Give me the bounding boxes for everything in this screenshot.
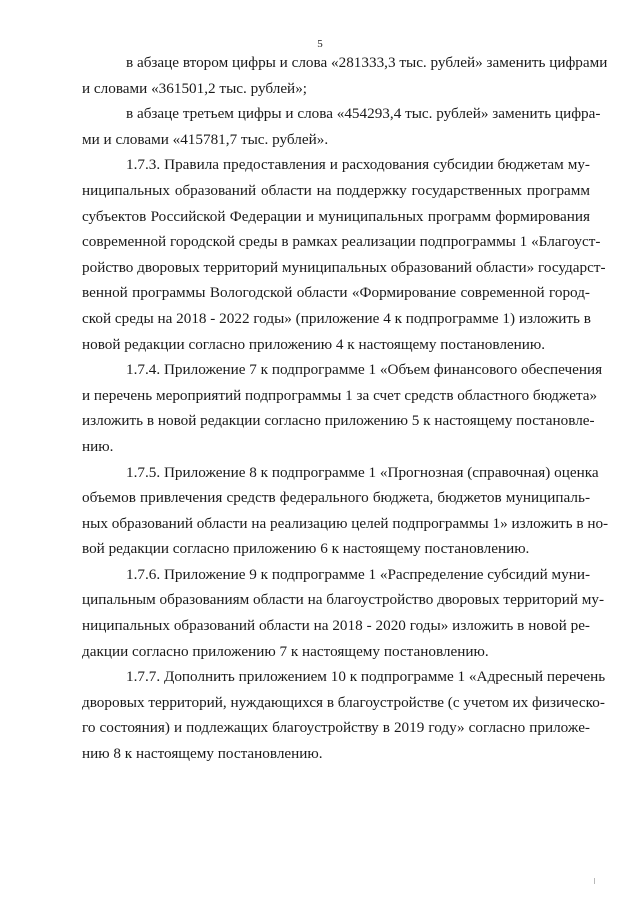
paragraph-p3 bbox=[82, 152, 606, 357]
paragraph-line: и перечень мероприятий подпрограммы 1 за счет средств областного бюджета» bbox=[82, 386, 598, 404]
paragraph-line: ской среды на 2018 - 2022 годы» (приложение 4 к подпрограмме 1) изложить в bbox=[82, 309, 591, 327]
paragraph-line: ниципальных образований области на поддержку государственных программ bbox=[82, 181, 590, 199]
paragraph-line: 1.7.6. Приложение 9 к подпрограмме 1 «Распределение субсидий муни- bbox=[126, 565, 591, 583]
paragraph-p1 bbox=[82, 50, 608, 101]
paragraph-line: ципальным образованиям области на благоустройство дворовых территорий му- bbox=[82, 591, 605, 609]
paragraph-line: ниципальных образований области на 2018 - 2020 годы» изложить в новой ре- bbox=[82, 617, 590, 635]
paragraph-line: 1.7.3. Правила предоставления и расходования субсидии бюджетам му- bbox=[126, 156, 590, 174]
paragraph-p7 bbox=[82, 664, 606, 766]
paragraph-line: нию. bbox=[82, 437, 114, 455]
paragraph-line: 1.7.5. Приложение 8 к подпрограмме 1 «Прогнозная (справочная) оценка bbox=[126, 463, 599, 481]
paragraph-line: ройство дворовых территорий муниципальных образований области» государст- bbox=[82, 258, 606, 276]
paragraph-line: изложить в новой редакции согласно приложению 5 к настоящему постановле- bbox=[82, 412, 595, 430]
paragraph-line: в абзаце втором цифры и слова «281333,3 тыс. рублей» заменить цифрами bbox=[126, 54, 608, 71]
paragraph-line: 1.7.4. Приложение 7 к подпрограмме 1 «Объем финансового обеспечения bbox=[126, 361, 603, 379]
document-body bbox=[82, 50, 609, 767]
paragraph-line: в абзаце третьем цифры и слова «454293,4 тыс. рублей» заменить цифра- bbox=[126, 105, 601, 123]
paragraph-line: вой редакции согласно приложению 6 к настоящему постановлению. bbox=[82, 540, 530, 558]
paragraph-line: современной городской среды в рамках реализации подпрограммы 1 «Благоуст- bbox=[82, 233, 601, 251]
paragraph-line: новой редакции согласно приложению 4 к настоящему постановлению. bbox=[82, 335, 546, 353]
paragraph-line: и словами «361501,2 тыс. рублей»; bbox=[82, 79, 308, 97]
paragraph-line: венной программы Вологодской области «Формирование современной город- bbox=[82, 284, 590, 302]
paragraph-p4 bbox=[82, 357, 603, 459]
paragraph-line: го состояния) и подлежащих благоустройству в 2019 году» согласно приложе- bbox=[82, 719, 590, 737]
paragraph-line: 1.7.7. Дополнить приложением 10 к подпрограмме 1 «Адресный перечень bbox=[126, 668, 606, 686]
paragraph-line: дворовых территорий, нуждающихся в благоустройстве (с учетом их физическо- bbox=[82, 693, 605, 711]
paragraph-line: дакции согласно приложению 7 к настоящему постановлению. bbox=[82, 642, 489, 660]
paragraph-line: ми и словами «415781,7 тыс. рублей». bbox=[82, 130, 329, 148]
page-number: 5 bbox=[317, 38, 323, 50]
paragraph-p5 bbox=[82, 460, 609, 562]
scan-mark bbox=[594, 878, 595, 884]
paragraph-p2 bbox=[82, 101, 601, 152]
paragraph-line: нию 8 к настоящему постановлению. bbox=[82, 745, 323, 763]
paragraph-line: объемов привлечения средств федерального бюджета, бюджетов муниципаль- bbox=[82, 489, 590, 507]
paragraph-line: ных образований области на реализацию целей подпрограммы 1» изложить в но- bbox=[82, 514, 609, 532]
paragraph-line: субъектов Российской Федерации и муниципальных программ формирования bbox=[82, 207, 590, 225]
paragraph-p6 bbox=[82, 562, 605, 664]
